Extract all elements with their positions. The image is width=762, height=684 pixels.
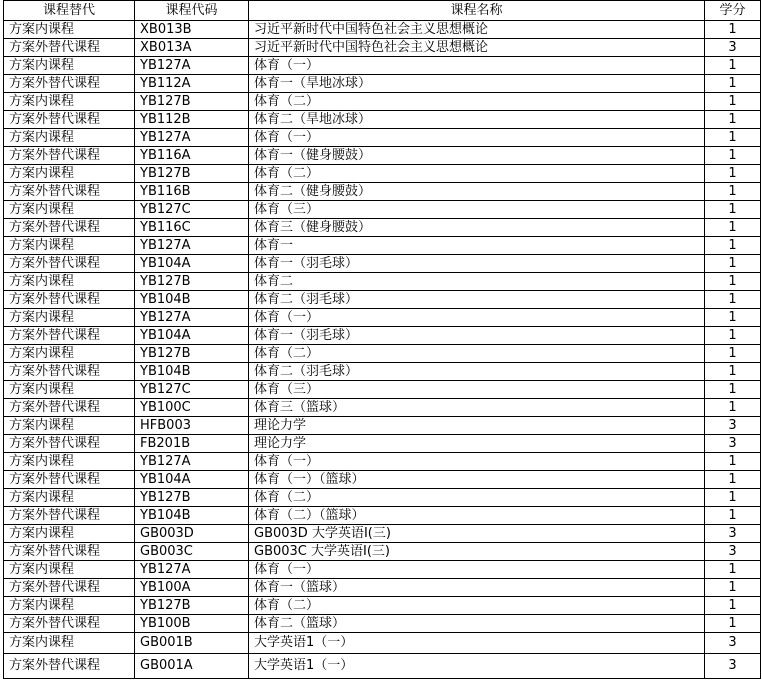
cell-credit[interactable]: 1 [705,363,761,381]
cell-course-name[interactable]: 体育（二） [249,345,705,363]
table-row [4,345,761,363]
cell-credit[interactable]: 1 [705,219,761,237]
cell-course-name[interactable]: GB003C 大学英语Ⅰ(三) [249,543,705,561]
cell-course-name[interactable]: 体育（二）（篮球） [249,507,705,525]
table-row [4,219,761,237]
cell-credit[interactable]: 1 [705,57,761,75]
cell-credit[interactable]: 1 [705,597,761,615]
cell-substitution-type[interactable]: 方案外替代课程 [4,219,135,237]
cell-credit[interactable]: 3 [705,435,761,453]
cell-substitution-type[interactable]: 方案内课程 [4,381,135,399]
cell-credit[interactable]: 1 [705,147,761,165]
cell-course-name[interactable]: 体育（一）（篮球） [249,471,705,489]
cell-credit[interactable]: 1 [705,21,761,39]
cell-course-name[interactable]: 体育二（篮球） [249,615,705,633]
cell-course-code[interactable]: YB104B [135,363,249,381]
cell-course-name[interactable]: 习近平新时代中国特色社会主义思想概论 [249,21,705,39]
cell-course-code[interactable]: YB100C [135,399,249,417]
table-row [4,417,761,435]
cell-credit[interactable]: 1 [705,579,761,597]
cell-course-code[interactable]: YB116A [135,147,249,165]
cell-course-code[interactable]: YB100B [135,615,249,633]
cell-course-name[interactable]: 习近平新时代中国特色社会主义思想概论 [249,39,705,57]
cell-substitution-type[interactable]: 方案内课程 [4,57,135,75]
cell-substitution-type[interactable]: 方案内课程 [4,417,135,435]
cell-course-name[interactable]: 体育（一） [249,561,705,579]
cell-course-code[interactable]: YB112A [135,75,249,93]
cell-substitution-type[interactable]: 方案外替代课程 [4,507,135,525]
course-substitution-table [3,0,761,679]
cell-credit[interactable]: 1 [705,489,761,507]
cell-course-code[interactable]: YB104B [135,507,249,525]
cell-course-code[interactable]: YB127A [135,453,249,471]
cell-credit[interactable]: 1 [705,471,761,489]
table-row [4,111,761,129]
cell-substitution-type[interactable]: 方案外替代课程 [4,75,135,93]
cell-substitution-type[interactable]: 方案内课程 [4,201,135,219]
cell-course-code[interactable]: XB013A [135,39,249,57]
cell-course-name[interactable]: 体育一（篮球） [249,579,705,597]
cell-substitution-type[interactable]: 方案内课程 [4,453,135,471]
table-row [4,57,761,75]
cell-substitution-type[interactable]: 方案内课程 [4,237,135,255]
cell-course-code[interactable]: YB127A [135,561,249,579]
table-row [4,75,761,93]
cell-course-name[interactable]: 理论力学 [249,417,705,435]
cell-course-name[interactable]: 体育一（羽毛球） [249,327,705,345]
cell-credit[interactable]: 1 [705,165,761,183]
header-row [4,1,761,21]
cell-course-code[interactable]: YB127A [135,129,249,147]
table-row [4,654,761,679]
cell-course-code[interactable]: GB001B [135,633,249,654]
cell-substitution-type[interactable]: 方案内课程 [4,21,135,39]
cell-substitution-type[interactable]: 方案外替代课程 [4,363,135,381]
cell-course-code[interactable]: YB127C [135,201,249,219]
cell-substitution-type[interactable]: 方案内课程 [4,93,135,111]
cell-credit[interactable]: 1 [705,309,761,327]
table-row [4,453,761,471]
cell-course-code[interactable]: YB127B [135,93,249,111]
cell-substitution-type[interactable]: 方案内课程 [4,273,135,291]
cell-course-code[interactable]: YB104B [135,291,249,309]
cell-course-name[interactable]: 体育二 [249,273,705,291]
cell-course-name[interactable]: 体育三（篮球） [249,399,705,417]
cell-course-code[interactable]: YB100A [135,579,249,597]
cell-course-name[interactable]: 体育一（健身腰鼓） [249,147,705,165]
cell-course-name[interactable]: 体育（二） [249,489,705,507]
cell-course-code[interactable]: YB127A [135,57,249,75]
cell-course-code[interactable]: GB003C [135,543,249,561]
cell-substitution-type[interactable]: 方案外替代课程 [4,183,135,201]
cell-course-name[interactable]: GB003D 大学英语Ⅰ(三) [249,525,705,543]
table-row [4,579,761,597]
cell-course-code[interactable]: YB127B [135,345,249,363]
cell-substitution-type[interactable]: 方案外替代课程 [4,579,135,597]
cell-course-name[interactable]: 体育二（羽毛球） [249,363,705,381]
cell-substitution-type[interactable]: 方案内课程 [4,345,135,363]
cell-course-name[interactable]: 体育一 [249,237,705,255]
cell-substitution-type[interactable]: 方案内课程 [4,129,135,147]
table-row [4,471,761,489]
cell-credit[interactable]: 3 [705,654,761,679]
cell-credit[interactable]: 1 [705,255,761,273]
cell-credit[interactable]: 1 [705,129,761,147]
cell-course-name[interactable]: 理论力学 [249,435,705,453]
cell-substitution-type[interactable]: 方案外替代课程 [4,543,135,561]
cell-course-name[interactable]: 体育一（旱地冰球） [249,75,705,93]
cell-credit[interactable]: 3 [705,633,761,654]
header-course-name[interactable]: 课程名称 [249,1,705,21]
cell-course-code[interactable]: YB104A [135,327,249,345]
cell-credit[interactable]: 1 [705,345,761,363]
cell-substitution-type[interactable]: 方案外替代课程 [4,435,135,453]
table-row [4,507,761,525]
cell-course-code[interactable]: YB127C [135,381,249,399]
cell-course-code[interactable]: YB127B [135,273,249,291]
table-row [4,489,761,507]
cell-course-name[interactable]: 体育一（羽毛球） [249,255,705,273]
table-row [4,39,761,57]
cell-substitution-type[interactable]: 方案外替代课程 [4,39,135,57]
table-row [4,255,761,273]
cell-course-code[interactable]: YB104A [135,471,249,489]
cell-course-name[interactable]: 体育（二） [249,597,705,615]
table-row [4,237,761,255]
cell-substitution-type[interactable]: 方案内课程 [4,525,135,543]
cell-substitution-type[interactable]: 方案外替代课程 [4,291,135,309]
table-row [4,525,761,543]
cell-course-name[interactable]: 体育二（健身腰鼓） [249,183,705,201]
cell-substitution-type[interactable]: 方案内课程 [4,489,135,507]
table-row [4,399,761,417]
cell-course-code[interactable]: HFB003 [135,417,249,435]
cell-course-code[interactable]: YB127A [135,237,249,255]
cell-course-name[interactable]: 体育（三） [249,201,705,219]
table-row [4,327,761,345]
cell-credit[interactable]: 3 [705,417,761,435]
cell-course-code[interactable]: YB127B [135,597,249,615]
cell-course-code[interactable]: GB001A [135,654,249,679]
cell-substitution-type[interactable]: 方案外替代课程 [4,399,135,417]
cell-course-code[interactable]: YB127B [135,165,249,183]
cell-course-code[interactable]: YB127A [135,309,249,327]
table-row [4,147,761,165]
table-row [4,21,761,39]
cell-credit[interactable]: 1 [705,615,761,633]
cell-course-code[interactable]: YB116C [135,219,249,237]
cell-course-code[interactable]: FB201B [135,435,249,453]
cell-substitution-type[interactable]: 方案外替代课程 [4,147,135,165]
table-row [4,93,761,111]
cell-credit[interactable]: 1 [705,183,761,201]
table-row [4,597,761,615]
cell-substitution-type[interactable]: 方案外替代课程 [4,615,135,633]
cell-substitution-type[interactable]: 方案外替代课程 [4,654,135,679]
cell-credit[interactable]: 1 [705,381,761,399]
table-row [4,543,761,561]
cell-course-name[interactable]: 大学英语1（一） [249,654,705,679]
cell-credit[interactable]: 1 [705,93,761,111]
table-row [4,291,761,309]
cell-course-code[interactable]: YB112B [135,111,249,129]
cell-course-name[interactable]: 体育（三） [249,381,705,399]
table-row [4,201,761,219]
cell-course-name[interactable]: 体育（二） [249,93,705,111]
cell-course-code[interactable]: YB127B [135,489,249,507]
cell-substitution-type[interactable]: 方案内课程 [4,561,135,579]
table-row [4,129,761,147]
cell-credit[interactable]: 1 [705,237,761,255]
cell-substitution-type[interactable]: 方案外替代课程 [4,327,135,345]
cell-course-name[interactable]: 体育（一） [249,57,705,75]
cell-credit[interactable]: 3 [705,39,761,57]
cell-credit[interactable]: 1 [705,507,761,525]
cell-course-code[interactable]: XB013B [135,21,249,39]
cell-credit[interactable]: 1 [705,201,761,219]
table-row [4,633,761,654]
cell-course-name[interactable]: 体育二（羽毛球） [249,291,705,309]
cell-course-name[interactable]: 体育二（旱地冰球） [249,111,705,129]
cell-substitution-type[interactable]: 方案外替代课程 [4,255,135,273]
cell-credit[interactable]: 1 [705,273,761,291]
cell-course-name[interactable]: 体育（二） [249,165,705,183]
cell-credit[interactable]: 1 [705,399,761,417]
cell-course-code[interactable]: GB003D [135,525,249,543]
cell-course-name[interactable]: 体育（一） [249,309,705,327]
cell-credit[interactable]: 1 [705,111,761,129]
header-credit[interactable]: 学分 [705,1,761,21]
table-row [4,363,761,381]
cell-course-name[interactable]: 体育三（健身腰鼓） [249,219,705,237]
table-row [4,381,761,399]
cell-credit[interactable]: 1 [705,327,761,345]
cell-course-code[interactable]: YB116B [135,183,249,201]
cell-credit[interactable]: 1 [705,561,761,579]
table-row [4,561,761,579]
cell-course-code[interactable]: YB104A [135,255,249,273]
header-substitution-type[interactable]: 课程替代 [4,1,135,21]
cell-substitution-type[interactable]: 方案内课程 [4,309,135,327]
table-row [4,183,761,201]
table-row [4,615,761,633]
cell-course-name[interactable]: 体育（一） [249,129,705,147]
header-course-code[interactable]: 课程代码 [135,1,249,21]
cell-substitution-type[interactable]: 方案内课程 [4,165,135,183]
table-row [4,309,761,327]
cell-substitution-type[interactable]: 方案内课程 [4,597,135,615]
cell-credit[interactable]: 1 [705,75,761,93]
cell-substitution-type[interactable]: 方案外替代课程 [4,111,135,129]
cell-substitution-type[interactable]: 方案内课程 [4,633,135,654]
cell-course-name[interactable]: 大学英语1（一） [249,633,705,654]
table-row [4,165,761,183]
cell-course-name[interactable]: 体育（一） [249,453,705,471]
cell-credit[interactable]: 1 [705,453,761,471]
cell-credit[interactable]: 3 [705,543,761,561]
course-substitution-sheet [3,0,760,679]
cell-credit[interactable]: 3 [705,525,761,543]
cell-substitution-type[interactable]: 方案外替代课程 [4,471,135,489]
cell-credit[interactable]: 1 [705,291,761,309]
table-row [4,435,761,453]
table-row [4,273,761,291]
